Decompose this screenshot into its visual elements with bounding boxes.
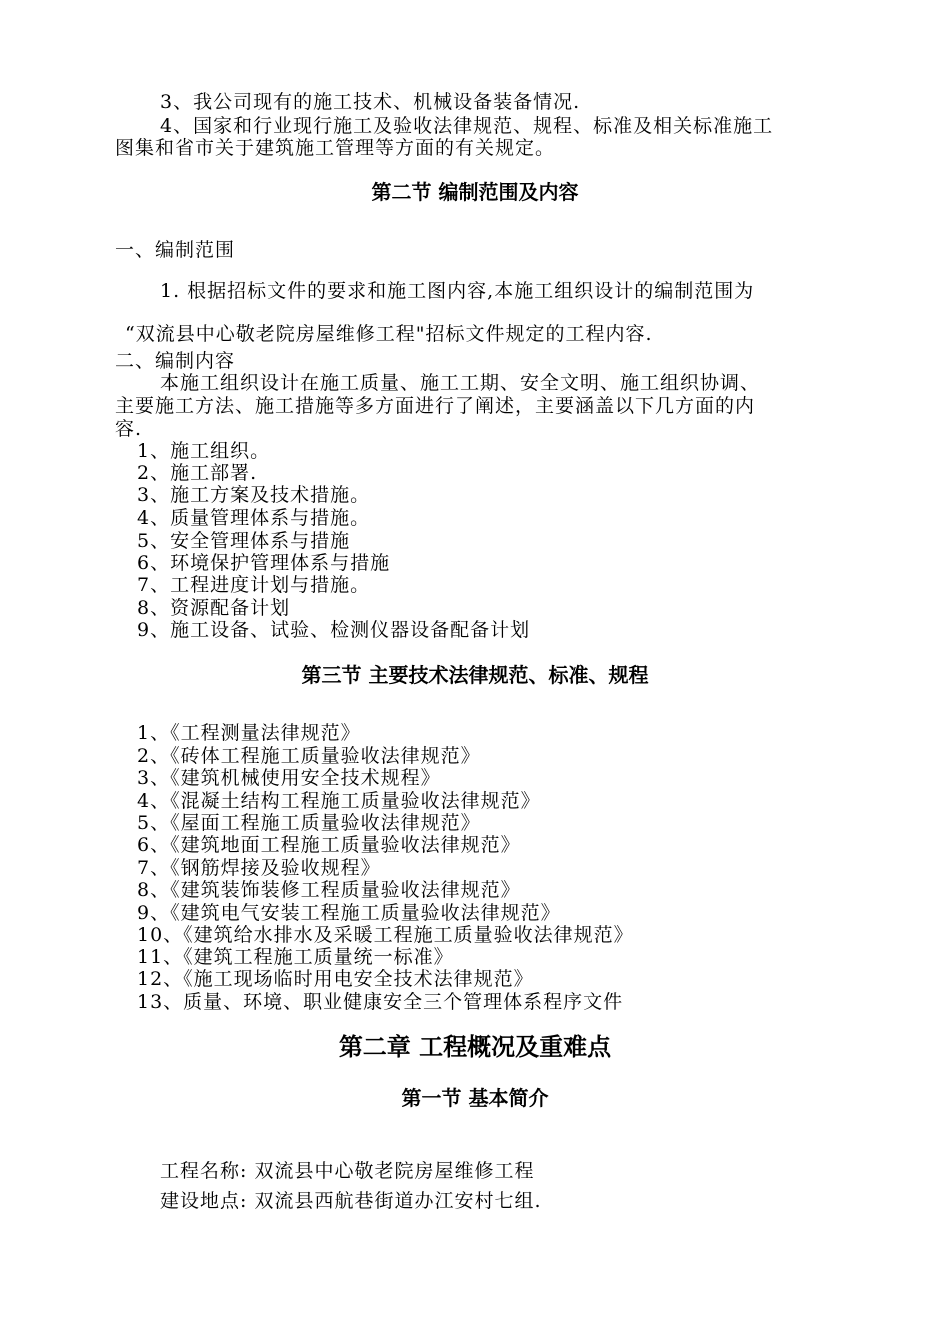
content-line3: 容. <box>115 418 143 440</box>
standards-list-item: 3、《建筑机械使用安全技术规程》 <box>137 767 441 789</box>
content-list-item: 3、施工方案及技术措施。 <box>137 484 371 506</box>
standards-list-item: 12、《施工现场临时用电安全技术法律规范》 <box>137 968 534 990</box>
standards-list-item: 6、《建筑地面工程施工质量验收法律规范》 <box>137 834 521 856</box>
content-line2: 主要施工方法、施工措施等多方面进行了阐述，主要涵盖以下几方面的内 <box>115 395 756 417</box>
standards-list-item: 10、《建筑给水排水及采暖工程施工质量验收法律规范》 <box>137 924 634 946</box>
scope-heading: 一、编制范围 <box>115 239 236 261</box>
intro-item-4-line1: 4、国家和行业现行施工及验收法律规范、规程、标准及相关标准施工 <box>160 115 774 137</box>
standards-list-item: 9、《建筑电气安装工程施工质量验收法律规范》 <box>137 902 561 924</box>
project-name: 工程名称: 双流县中心敬老院房屋维修工程 <box>160 1160 535 1182</box>
standards-list-item: 11、《建筑工程施工质量统一标准》 <box>137 946 454 968</box>
chapter-2-title: 第二章 工程概况及重难点 <box>338 1033 612 1061</box>
scope-line2: “双流县中心敬老院房屋维修工程"招标文件规定的工程内容. <box>125 323 653 345</box>
content-list-item: 1、施工组织。 <box>137 440 271 462</box>
content-list-item: 9、施工设备、试验、检测仪器设备配备计划 <box>137 619 531 641</box>
standards-list-item: 13、质量、环境、职业健康安全三个管理体系程序文件 <box>137 991 624 1013</box>
section-2-title: 第二节 编制范围及内容 <box>371 180 579 204</box>
intro-item-4-line2: 图集和省市关于建筑施工管理等方面的有关规定。 <box>115 137 556 159</box>
scope-line1: 1. 根据招标文件的要求和施工图内容,本施工组织设计的编制范围为 <box>160 280 755 302</box>
content-line1: 本施工组织设计在施工质量、施工工期、安全文明、施工组织协调、 <box>160 372 761 394</box>
standards-list-item: 4、《混凝土结构工程施工质量验收法律规范》 <box>137 790 541 812</box>
standards-list-item: 7、《钢筋焊接及验收规程》 <box>137 857 381 879</box>
content-list-item: 6、环境保护管理体系与措施 <box>137 552 391 574</box>
content-list-item: 2、施工部署. <box>137 462 258 484</box>
content-list-item: 5、安全管理体系与措施 <box>137 530 351 552</box>
content-heading: 二、编制内容 <box>115 350 236 372</box>
standards-list-item: 5、《屋面工程施工质量验收法律规范》 <box>137 812 481 834</box>
chapter-2-section-1-title: 第一节 基本简介 <box>401 1086 549 1110</box>
standards-list-item: 1、《工程测量法律规范》 <box>137 722 361 744</box>
standards-list-item: 2、《砖体工程施工质量验收法律规范》 <box>137 745 481 767</box>
content-list-item: 7、工程进度计划与措施。 <box>137 574 371 596</box>
section-3-title: 第三节 主要技术法律规范、标准、规程 <box>301 663 649 687</box>
standards-list-item: 8、《建筑装饰装修工程质量验收法律规范》 <box>137 879 521 901</box>
project-site: 建设地点: 双流县西航巷街道办江安村七组. <box>160 1190 542 1212</box>
content-list-item: 4、质量管理体系与措施。 <box>137 507 371 529</box>
intro-item-3: 3、我公司现有的施工技术、机械设备装备情况. <box>160 91 581 113</box>
content-list-item: 8、资源配备计划 <box>137 597 291 619</box>
